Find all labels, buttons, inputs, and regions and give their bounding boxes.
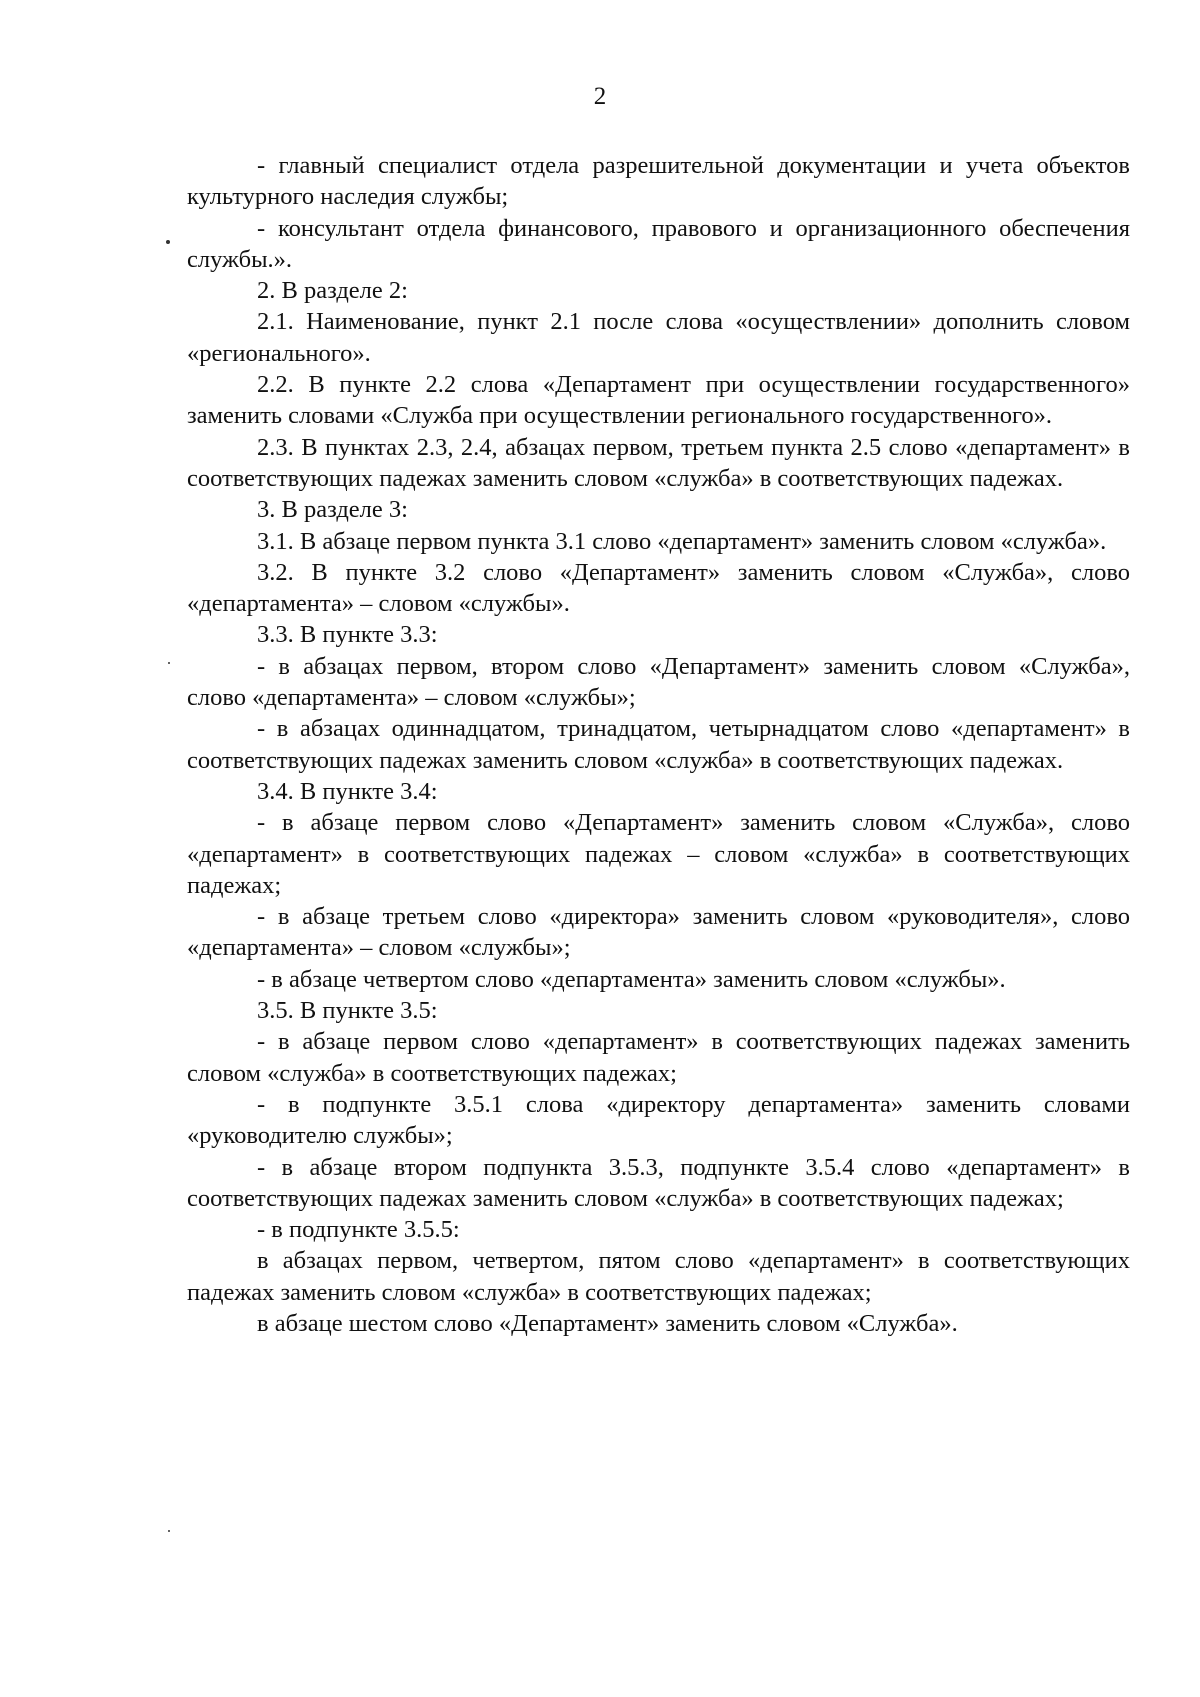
document-body: [187, 150, 1130, 1339]
paragraph: 2.2. В пункте 2.2 слова «Департамент при осуществлении государственного» заменить словами «Служба при осуществлении регионального государственного».: [187, 371, 1130, 430]
paragraph: - в абзаце первом слово «департамент» в соответствующих падежах заменить словом «служба» в соответствующих падежах;: [187, 1028, 1130, 1087]
paragraph: - консультант отдела финансового, правового и организационного обеспечения службы.».: [187, 214, 1130, 273]
paragraph: - в абзаце втором подпункта 3.5.3, подпункте 3.5.4 слово «департамент» в соответствующих падежах заменить словом «служба» в соответствующих падежах;: [187, 1153, 1130, 1212]
paragraph: 3.2. В пункте 3.2 слово «Департамент» заменить словом «Служба», слово «департамента» – словом «службы».: [187, 558, 1130, 618]
paragraph: 3.3. В пункте 3.3:: [257, 621, 438, 649]
paragraph: - главный специалист отдела разрешительной документации и учета объектов культурного наследия службы;: [187, 152, 1130, 211]
paragraph: - в абзацах первом, втором слово «Департамент» заменить словом «Служба», слово «департамента» – словом «службы»;: [187, 652, 1130, 712]
scan-speck: [168, 1530, 170, 1532]
paragraph: - в абзаце третьем слово «директора» заменить словом «руководителя», слово «департамента» – словом «службы»;: [187, 903, 1130, 962]
paragraph: 2.1. Наименование, пункт 2.1 после слова «осуществлении» дополнить словом «регионального».: [187, 308, 1130, 367]
paragraph: 3.1. В абзаце первом пункта 3.1 слово «департамент» заменить словом «служба».: [257, 527, 1107, 555]
paragraph: 3.4. В пункте 3.4:: [257, 777, 438, 805]
paragraph: 2.3. В пунктах 2.3, 2.4, абзацах первом, третьем пункта 2.5 слово «департамент» в соответствующих падежах заменить словом «служба» в соответствующих падежах.: [187, 433, 1130, 492]
paragraph: - в подпункте 3.5.1 слова «директору департамента» заменить словами «руководителю службы»;: [187, 1090, 1130, 1150]
paragraph: - в абзацах одиннадцатом, тринадцатом, четырнадцатом слово «департамент» в соответствующих падежах заменить словом «служба» в соответствующих падежах.: [187, 715, 1130, 774]
paragraph: в абзацах первом, четвертом, пятом слово «департамент» в соответствующих падежах заменить словом «служба» в соответствующих падежах;: [187, 1247, 1130, 1306]
paragraph: 3. В разделе 3:: [257, 496, 408, 524]
paragraph: в абзаце шестом слово «Департамент» заменить словом «Служба».: [257, 1309, 958, 1337]
paragraph: 2. В разделе 2:: [257, 277, 408, 305]
scan-speck: [168, 662, 170, 664]
paragraph: - в абзаце четвертом слово «департамента» заменить словом «службы».: [257, 965, 1006, 993]
scan-speck: [166, 240, 170, 244]
paragraph: - в подпункте 3.5.5:: [257, 1216, 460, 1244]
paragraph: - в абзаце первом слово «Департамент» заменить словом «Служба», слово «департамент» в соответствующих падежах – словом «служба» в соответствующих падежах;: [187, 809, 1130, 899]
paragraph: 3.5. В пункте 3.5:: [257, 997, 438, 1025]
page-number: 2: [593, 83, 607, 110]
